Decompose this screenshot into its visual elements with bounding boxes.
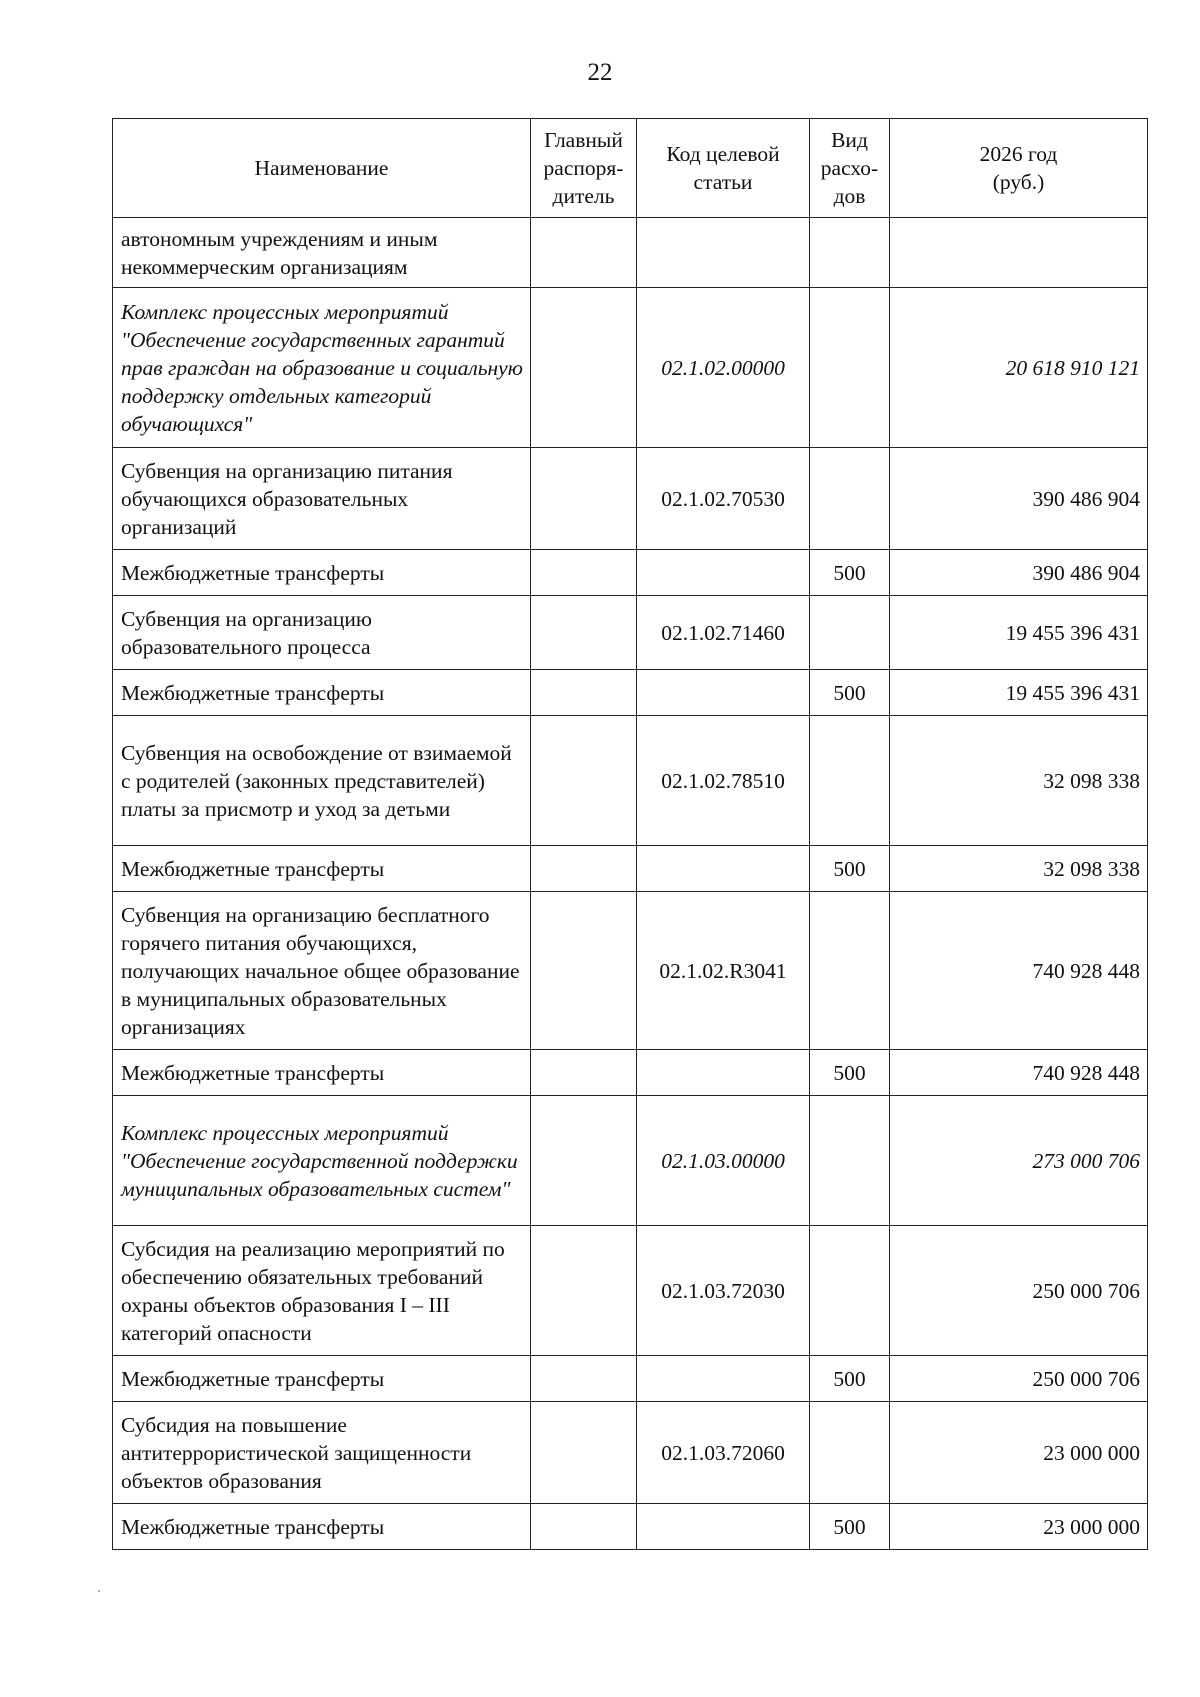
scan-artifact-dot xyxy=(98,1590,100,1592)
header-amount-text: 2026 год (руб.) xyxy=(979,142,1058,194)
table-row xyxy=(113,1226,1148,1356)
row-name: Субвенция на освобождение от взимаемой с родителей (законных представителей) платы за присмотр и уход за детьми xyxy=(113,716,531,846)
row-name: Субсидия на реализацию мероприятий по обеспечению обязательных требований охраны объектов образования I – III категорий опасности xyxy=(113,1226,531,1356)
row-amount: 390 486 904 xyxy=(890,448,1148,550)
row-amount: 19 455 396 431 xyxy=(890,670,1148,716)
row-amount: 250 000 706 xyxy=(890,1356,1148,1402)
row-manager xyxy=(531,892,637,1050)
row-name: Субвенция на организацию образовательного процесса xyxy=(113,596,531,670)
row-type xyxy=(810,1096,890,1226)
row-amount: 19 455 396 431 xyxy=(890,596,1148,670)
header-name: Наименование xyxy=(113,119,531,218)
row-manager xyxy=(531,218,637,288)
table-row xyxy=(113,448,1148,550)
row-amount xyxy=(890,218,1148,288)
row-amount: 390 486 904 xyxy=(890,550,1148,596)
row-amount: 740 928 448 xyxy=(890,892,1148,1050)
row-type xyxy=(810,448,890,550)
row-manager xyxy=(531,550,637,596)
row-amount: 32 098 338 xyxy=(890,716,1148,846)
table-row-program xyxy=(113,1096,1148,1226)
row-type: 500 xyxy=(810,1504,890,1550)
row-type: 500 xyxy=(810,1050,890,1096)
table-header-row xyxy=(113,119,1148,218)
row-name: Субсидия на повышение антитеррористической защищенности объектов образования xyxy=(113,1402,531,1504)
row-name: Межбюджетные трансферты xyxy=(113,1050,531,1096)
row-manager xyxy=(531,716,637,846)
row-code xyxy=(637,1356,810,1402)
row-name: Межбюджетные трансферты xyxy=(113,1356,531,1402)
table-row xyxy=(113,716,1148,846)
row-type xyxy=(810,716,890,846)
row-amount: 250 000 706 xyxy=(890,1226,1148,1356)
row-amount: 23 000 000 xyxy=(890,1402,1148,1504)
row-amount: 23 000 000 xyxy=(890,1504,1148,1550)
table-row xyxy=(113,846,1148,892)
page-number: 22 xyxy=(587,59,613,86)
row-manager xyxy=(531,1504,637,1550)
header-manager-text: Главный распоря-дитель xyxy=(543,128,624,208)
row-code: 02.1.03.00000 xyxy=(637,1096,810,1226)
table-row xyxy=(113,1050,1148,1096)
row-code: 02.1.02.70530 xyxy=(637,448,810,550)
table-row-program xyxy=(113,288,1148,448)
row-code xyxy=(637,1050,810,1096)
row-name: Межбюджетные трансферты xyxy=(113,846,531,892)
row-amount: 273 000 706 xyxy=(890,1096,1148,1226)
table-row xyxy=(113,218,1148,288)
row-type xyxy=(810,596,890,670)
row-name: Межбюджетные трансферты xyxy=(113,550,531,596)
row-name: Межбюджетные трансферты xyxy=(113,670,531,716)
header-type xyxy=(810,119,890,218)
budget-table xyxy=(112,118,1148,1550)
table-row xyxy=(113,550,1148,596)
header-type-text: Вид расхо-дов xyxy=(820,128,879,208)
row-amount: 32 098 338 xyxy=(890,846,1148,892)
row-code: 02.1.03.72060 xyxy=(637,1402,810,1504)
row-manager xyxy=(531,1226,637,1356)
table-row xyxy=(113,1356,1148,1402)
row-manager xyxy=(531,448,637,550)
header-code xyxy=(637,119,810,218)
row-name: Субвенция на организацию питания обучающихся образовательных организаций xyxy=(113,448,531,550)
row-code: 02.1.02.78510 xyxy=(637,716,810,846)
row-type: 500 xyxy=(810,1356,890,1402)
table-row xyxy=(113,892,1148,1050)
row-code xyxy=(637,550,810,596)
row-code xyxy=(637,218,810,288)
row-code: 02.1.02.71460 xyxy=(637,596,810,670)
row-name: Межбюджетные трансферты xyxy=(113,1504,531,1550)
row-manager xyxy=(531,1096,637,1226)
row-manager xyxy=(531,596,637,670)
header-manager xyxy=(531,119,637,218)
row-manager xyxy=(531,846,637,892)
table-row xyxy=(113,670,1148,716)
row-name: Комплекс процессных мероприятий "Обеспечение государственной поддержки муниципальных образовательных систем" xyxy=(113,1096,531,1226)
row-type xyxy=(810,1226,890,1356)
row-manager xyxy=(531,1050,637,1096)
row-name: автономным учреждениям и иным некоммерческим организациям xyxy=(113,218,531,288)
table-row xyxy=(113,1402,1148,1504)
header-amount xyxy=(890,119,1148,218)
table-row xyxy=(113,596,1148,670)
row-code xyxy=(637,846,810,892)
row-type: 500 xyxy=(810,550,890,596)
header-code-text: Код целевой статьи xyxy=(666,142,780,194)
row-code: 02.1.02.R3041 xyxy=(637,892,810,1050)
row-type xyxy=(810,1402,890,1504)
row-manager xyxy=(531,288,637,448)
row-type xyxy=(810,892,890,1050)
row-type: 500 xyxy=(810,670,890,716)
row-code: 02.1.03.72030 xyxy=(637,1226,810,1356)
row-manager xyxy=(531,1356,637,1402)
row-code xyxy=(637,1504,810,1550)
row-amount: 740 928 448 xyxy=(890,1050,1148,1096)
row-type xyxy=(810,288,890,448)
row-name: Субвенция на организацию бесплатного горячего питания обучающихся, получающих начальное общее образование в муниципальных образовательных организациях xyxy=(113,892,531,1050)
table-row xyxy=(113,1504,1148,1550)
row-manager xyxy=(531,1402,637,1504)
row-type xyxy=(810,218,890,288)
row-type: 500 xyxy=(810,846,890,892)
row-code xyxy=(637,670,810,716)
row-name: Комплекс процессных мероприятий "Обеспечение государственных гарантий прав граждан на образование и социальную поддержку отдельных категорий обучающихся" xyxy=(113,288,531,448)
row-amount: 20 618 910 121 xyxy=(890,288,1148,448)
row-manager xyxy=(531,670,637,716)
row-code: 02.1.02.00000 xyxy=(637,288,810,448)
